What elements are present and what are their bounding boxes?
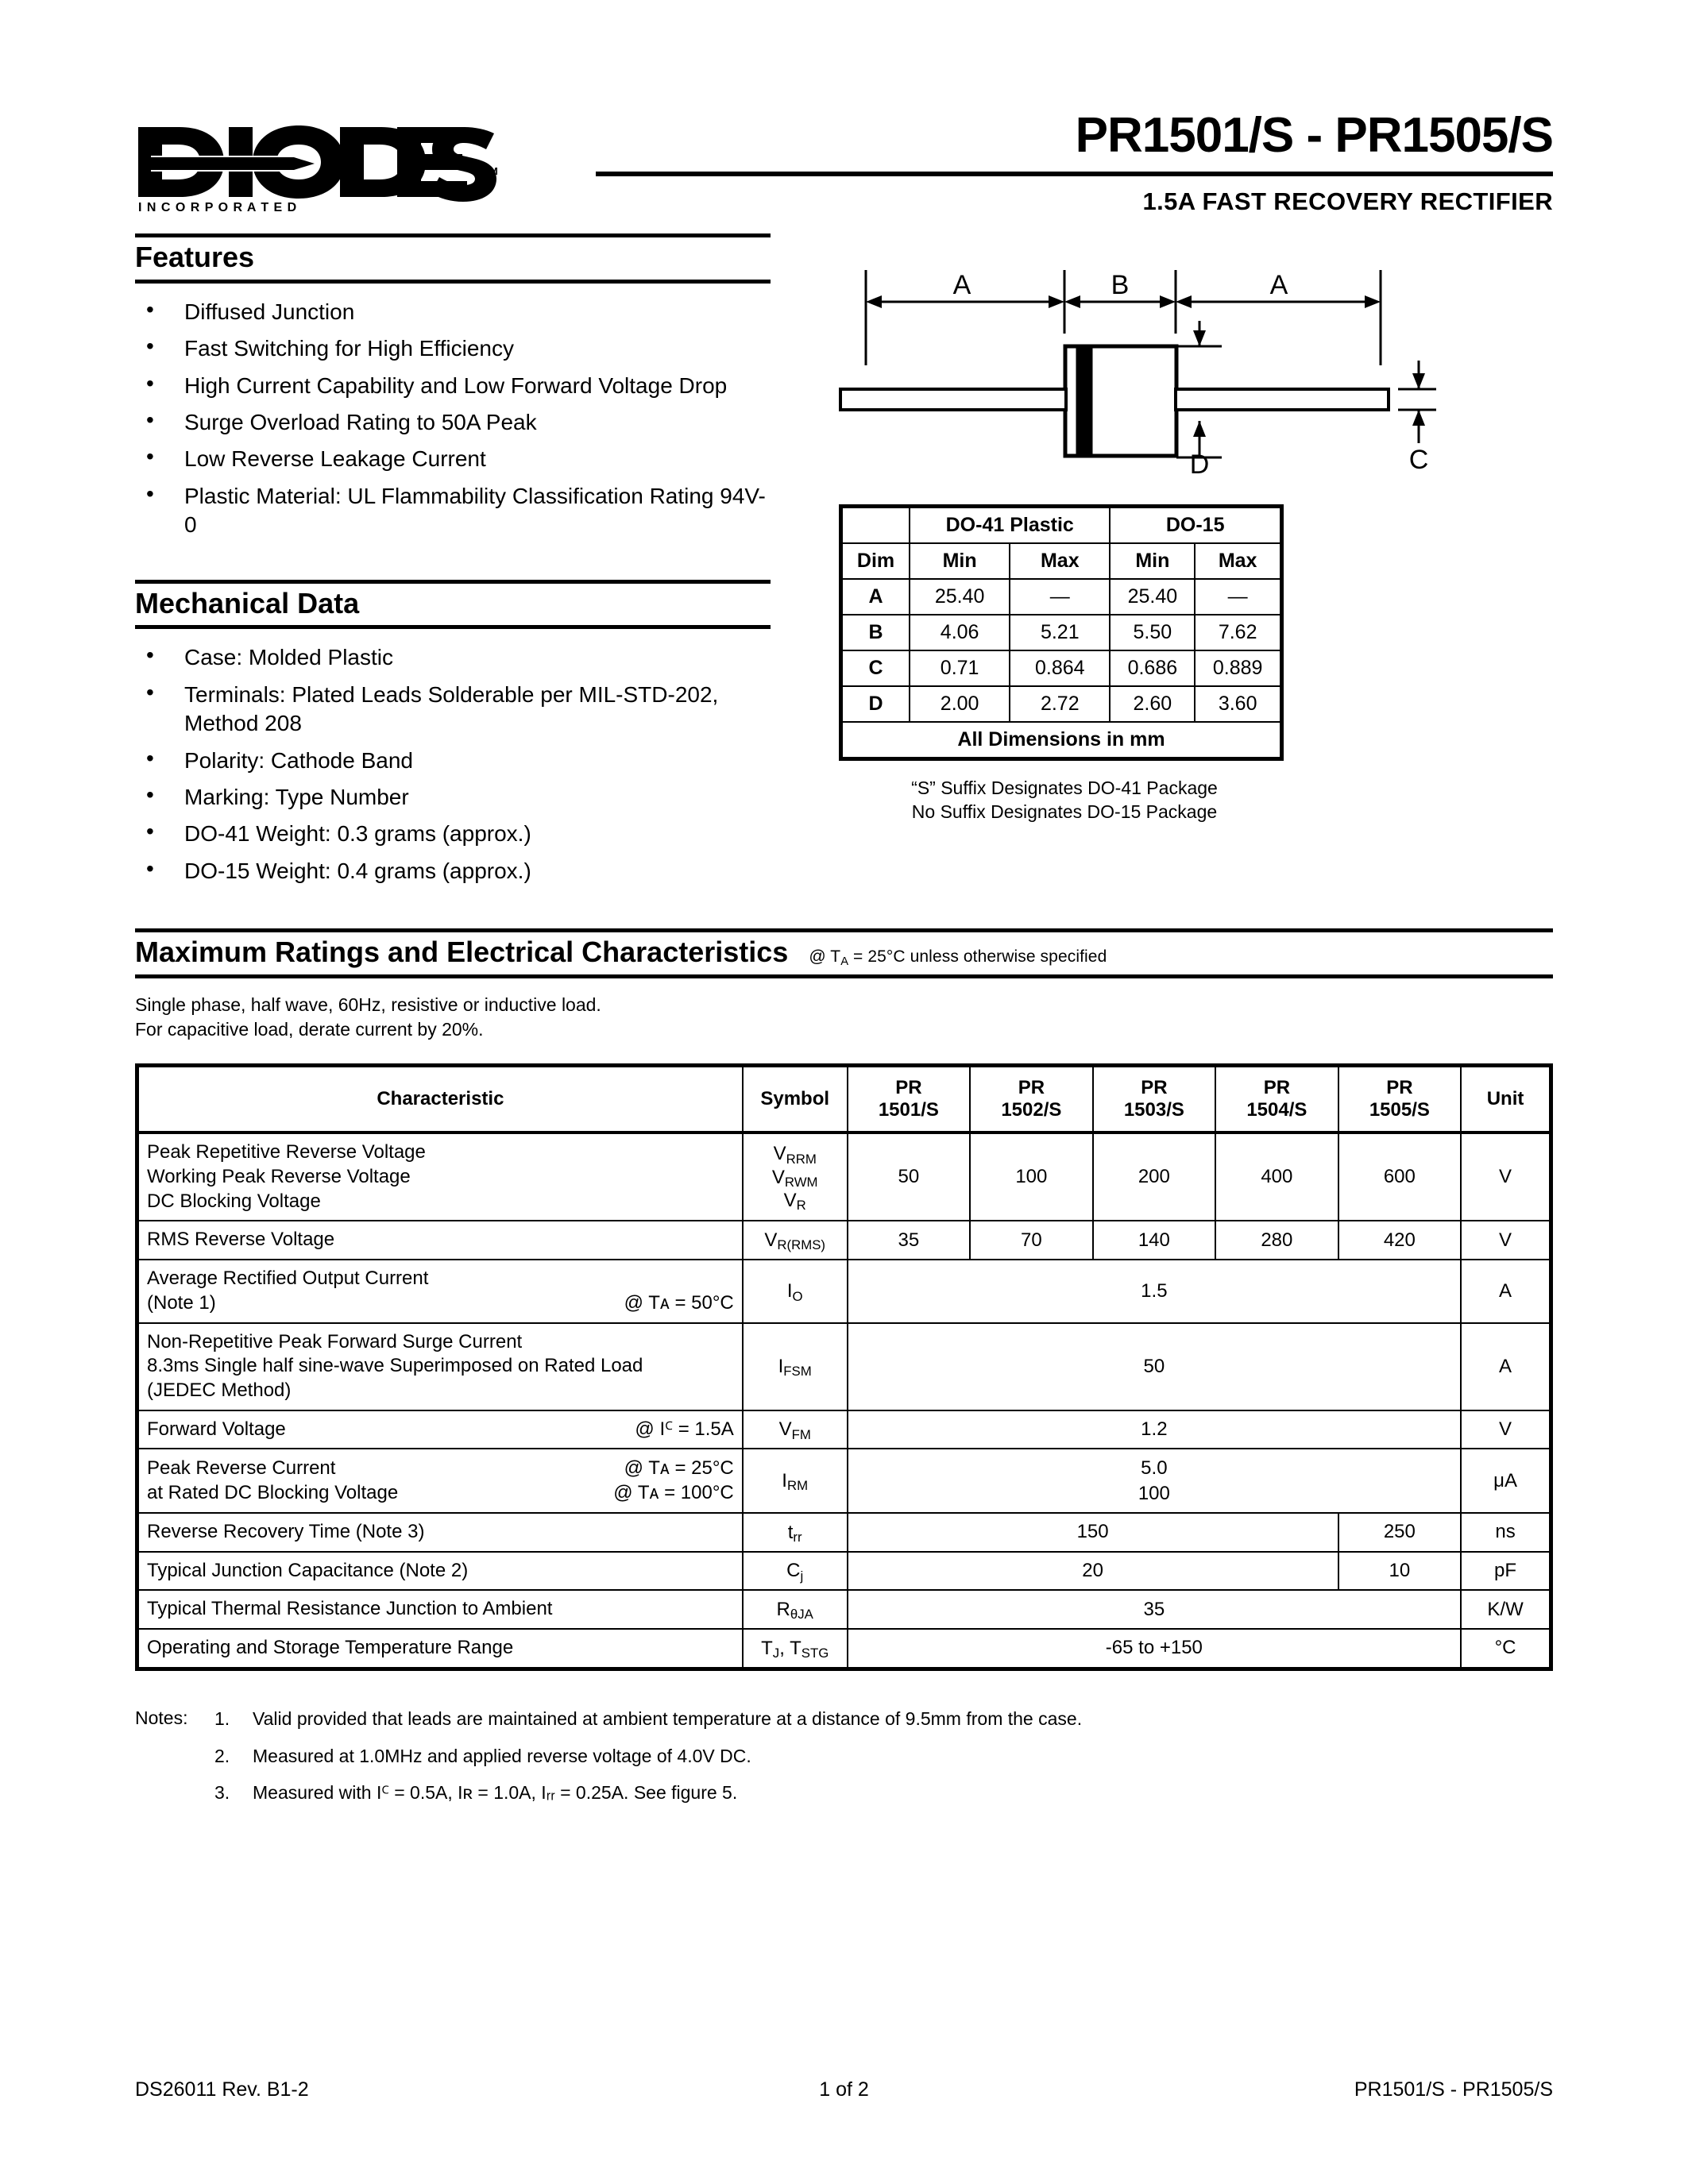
dim-group-do15: DO-15 — [1110, 507, 1281, 544]
row-characteristic: Operating and Storage Temperature Range — [137, 1629, 743, 1669]
row-unit: μA — [1461, 1449, 1551, 1512]
dim-cell: 4.06 — [910, 615, 1010, 650]
diodes-logo — [135, 111, 548, 216]
features-heading: Features — [135, 233, 771, 284]
list-item: • Surge Overload Rating to 50A Peak — [135, 408, 771, 437]
mechanical-data-list — [135, 643, 771, 886]
row-unit: pF — [1461, 1552, 1551, 1591]
dim-cell: 3.60 — [1195, 686, 1281, 722]
row-unit: V — [1461, 1133, 1551, 1221]
right-column — [771, 233, 1553, 893]
max-ratings-section — [135, 928, 1553, 1819]
dim-cell: 5.50 — [1110, 615, 1195, 650]
suffix-note-line-1: “S” Suffix Designates DO-41 Package — [911, 778, 1218, 798]
row-value: 420 — [1338, 1221, 1462, 1260]
note-number: 3. — [214, 1782, 230, 1804]
dim-cell: 2.60 — [1110, 686, 1195, 722]
row-unit: V — [1461, 1221, 1551, 1260]
dim-label-a-right: A — [1269, 270, 1288, 300]
row-value-last: 10 — [1338, 1552, 1462, 1591]
row-characteristic: Reverse Recovery Time (Note 3) — [137, 1513, 743, 1552]
notes-label: Notes: — [135, 1707, 188, 1728]
dim-col-min2: Min — [1110, 543, 1195, 579]
dim-cell: 25.40 — [910, 579, 1010, 615]
package-outline-drawing — [832, 245, 1553, 479]
col-pr1505s: PR 1505/S — [1338, 1065, 1462, 1133]
footer-document-id: DS26011 Rev. B1-2 — [135, 2078, 309, 2101]
row-value: 140 — [1093, 1221, 1216, 1260]
dim-group-do41: DO-41 Plastic — [910, 507, 1110, 544]
list-item: • DO-15 Weight: 0.4 grams (approx.) — [135, 857, 771, 886]
list-item: • High Current Capability and Low Forward Voltage Drop — [135, 372, 771, 400]
note-item — [214, 1707, 1553, 1731]
row-characteristic: Average Rectified Output Current (Note 1) @ Tᴀ = 50°C — [137, 1260, 743, 1322]
row-value: 50 — [848, 1133, 971, 1221]
footer-part-number: PR1501/S - PR1505/S — [1354, 2078, 1553, 2101]
row-value-span: 1.5 — [848, 1260, 1462, 1322]
table-row — [137, 1260, 1551, 1322]
dim-cell: 0.889 — [1195, 650, 1281, 686]
diode-package-diagram-icon — [832, 245, 1484, 475]
notes-list — [214, 1707, 1553, 1819]
page-subtitle: 1.5A FAST RECOVERY RECTIFIER — [1142, 187, 1553, 215]
row-value-span4: 20 — [848, 1552, 1338, 1591]
list-item: • DO-41 Weight: 0.3 grams (approx.) — [135, 820, 771, 848]
dim-cell: C — [841, 650, 910, 686]
features-list — [135, 298, 771, 540]
row-value-span: 1.2 — [848, 1410, 1462, 1449]
footer-page-number: 1 of 2 — [819, 2078, 869, 2101]
dim-col-min1: Min — [910, 543, 1010, 579]
table-row — [137, 1133, 1551, 1221]
row-symbol: $C_j$ — [743, 1552, 848, 1591]
row-value: 35 — [848, 1221, 971, 1260]
load-note-line-1: Single phase, half wave, 60Hz, resistive or inductive load. — [135, 994, 601, 1016]
table-row — [137, 1410, 1551, 1449]
title-divider — [596, 172, 1553, 176]
dim-group-blank — [841, 507, 910, 544]
row-unit: A — [1461, 1260, 1551, 1322]
page-title: PR1501/S - PR1505/S — [1075, 108, 1553, 163]
max-ratings-condition: @ $T_A = 25^\circ C$ unless otherwise specified — [809, 947, 1107, 969]
left-column — [135, 233, 771, 893]
note-number: 2. — [214, 1745, 230, 1766]
list-item: • Low Reverse Leakage Current — [135, 445, 771, 473]
dim-cell: D — [841, 686, 910, 722]
list-item: • Fast Switching for High Efficiency — [135, 334, 771, 363]
list-item: • Marking: Type Number — [135, 783, 771, 812]
row-value-span: -65 to +150 — [848, 1629, 1462, 1669]
page-header — [135, 0, 1553, 215]
dim-cell: A — [841, 579, 910, 615]
table-row — [841, 579, 1282, 615]
dim-col-dim: Dim — [841, 543, 910, 579]
col-pr1503s: PR 1503/S — [1093, 1065, 1216, 1133]
dim-cell: — — [1010, 579, 1110, 615]
row-value-span: 5.0 100 — [848, 1449, 1462, 1512]
list-item: • Terminals: Plated Leads Solderable per MIL-STD-202, Method 208 — [135, 681, 771, 739]
table-header-row — [137, 1065, 1551, 1133]
diodes-logo-icon — [135, 121, 500, 216]
logo-tm-label: TM — [483, 165, 498, 177]
row-symbol: $I_{FSM}$ — [743, 1323, 848, 1410]
dim-cell: 0.864 — [1010, 650, 1110, 686]
table-row — [841, 722, 1282, 759]
logo-incorporated-label: I N C O R P O R A T E D — [138, 201, 298, 214]
row-value: 280 — [1215, 1221, 1338, 1260]
list-item: • Polarity: Cathode Band — [135, 747, 771, 775]
col-symbol: Symbol — [743, 1065, 848, 1133]
dimension-table — [839, 504, 1284, 761]
note-text: Valid provided that leads are maintained at ambient temperature at a distance of 9.5mm from the case. — [253, 1707, 1083, 1729]
mechanical-data-heading: Mechanical Data — [135, 580, 771, 630]
table-row — [137, 1449, 1551, 1512]
row-symbol: $T_J$, $T_{STG}$ — [743, 1629, 848, 1669]
note-item — [214, 1745, 1553, 1769]
row-characteristic: RMS Reverse Voltage — [137, 1221, 743, 1260]
dim-cell: 25.40 — [1110, 579, 1195, 615]
dim-cell: 0.71 — [910, 650, 1010, 686]
row-characteristic: Peak Reverse Current @ Tᴀ = 25°C at Rated DC Blocking Voltage @ Tᴀ = 100°C — [137, 1449, 743, 1512]
row-unit: K/W — [1461, 1590, 1551, 1629]
row-value: 200 — [1093, 1133, 1216, 1221]
dim-table-footer: All Dimensions in mm — [841, 722, 1282, 759]
dim-cell: 5.21 — [1010, 615, 1110, 650]
list-item: • Case: Molded Plastic — [135, 643, 771, 672]
dim-col-max2: Max — [1195, 543, 1281, 579]
row-symbol: $V_{FM}$ — [743, 1410, 848, 1449]
dim-label-d: D — [1189, 450, 1210, 475]
row-characteristic: Peak Repetitive Reverse Voltage Working Peak Reverse Voltage DC Blocking Voltage — [137, 1133, 743, 1221]
dim-cell: — — [1195, 579, 1281, 615]
dimension-table-wrapper — [832, 504, 1553, 824]
suffix-note-line-2: No Suffix Designates DO-15 Package — [911, 801, 1218, 822]
table-row — [137, 1552, 1551, 1591]
row-value: 400 — [1215, 1133, 1338, 1221]
row-unit: ns — [1461, 1513, 1551, 1552]
table-row — [137, 1513, 1551, 1552]
dim-cell: 7.62 — [1195, 615, 1281, 650]
max-ratings-heading: Maximum Ratings and Electrical Characteristics — [135, 936, 789, 969]
row-symbol: $R_{\theta JA}$ — [743, 1590, 848, 1629]
row-symbol: $I_O$ — [743, 1260, 848, 1322]
row-unit: A — [1461, 1323, 1551, 1410]
row-value: 600 — [1338, 1133, 1462, 1221]
dim-cell: 2.00 — [910, 686, 1010, 722]
row-value-span: 35 — [848, 1590, 1462, 1629]
table-row — [841, 543, 1282, 579]
row-characteristic: Typical Thermal Resistance Junction to Ambient — [137, 1590, 743, 1629]
col-pr1504s: PR 1504/S — [1215, 1065, 1338, 1133]
load-note-line-2: For capacitive load, derate current by 20%. — [135, 1019, 484, 1040]
table-row — [841, 507, 1282, 544]
dim-col-max1: Max — [1010, 543, 1110, 579]
table-row — [137, 1590, 1551, 1629]
row-unit: V — [1461, 1410, 1551, 1449]
col-unit: Unit — [1461, 1065, 1551, 1133]
load-conditions-note — [135, 993, 1553, 1043]
table-row — [137, 1629, 1551, 1669]
table-row — [841, 615, 1282, 650]
dim-cell: B — [841, 615, 910, 650]
dim-label-b: B — [1111, 270, 1130, 300]
row-characteristic: Typical Junction Capacitance (Note 2) — [137, 1552, 743, 1591]
row-symbol: $V_{R(RMS)}$ — [743, 1221, 848, 1260]
row-characteristic: Non-Repetitive Peak Forward Surge Current 8.3ms Single half sine-wave Superimposed on Rated Load (JEDEC Method) — [137, 1323, 743, 1410]
table-row — [841, 650, 1282, 686]
col-pr1501s: PR 1501/S — [848, 1065, 971, 1133]
col-pr1502s: PR 1502/S — [970, 1065, 1093, 1133]
list-item: • Diffused Junction — [135, 298, 771, 326]
electrical-characteristics-table — [135, 1063, 1553, 1671]
row-value-last: 250 — [1338, 1513, 1462, 1552]
row-symbol: $V_{RRM}$ $V_{RWM}$ $V_R$ — [743, 1133, 848, 1221]
dim-cell: 0.686 — [1110, 650, 1195, 686]
row-value: 100 — [970, 1133, 1093, 1221]
note-number: 1. — [214, 1707, 230, 1729]
table-row — [137, 1221, 1551, 1260]
row-value-span4: 150 — [848, 1513, 1338, 1552]
title-block — [548, 108, 1553, 216]
row-value-span: 50 — [848, 1323, 1462, 1410]
max-ratings-heading-bar — [135, 928, 1553, 978]
note-text: Measured with Iꟲ = 0.5A, Iʀ = 1.0A, Iᵣᵣ = 0.25A. See figure 5. — [253, 1782, 738, 1804]
row-value: 70 — [970, 1221, 1093, 1260]
suffix-note — [839, 777, 1284, 824]
page-footer — [135, 2078, 1553, 2101]
table-row — [137, 1323, 1551, 1410]
row-unit: °C — [1461, 1629, 1551, 1669]
row-characteristic: Forward Voltage @ Iꟲ = 1.5A — [137, 1410, 743, 1449]
table-row — [841, 686, 1282, 722]
dim-label-a-left: A — [952, 270, 971, 300]
note-text: Measured at 1.0MHz and applied reverse voltage of 4.0V DC. — [253, 1745, 751, 1766]
dim-cell: 2.72 — [1010, 686, 1110, 722]
dim-label-c: C — [1408, 445, 1429, 475]
col-characteristic: Characteristic — [137, 1065, 743, 1133]
list-item: • Plastic Material: UL Flammability Classification Rating 94V-0 — [135, 482, 771, 540]
body-columns — [135, 233, 1553, 893]
note-item — [214, 1781, 1553, 1805]
row-symbol: $I_{RM}$ — [743, 1449, 848, 1512]
row-symbol: $t_{rr}$ — [743, 1513, 848, 1552]
notes-section — [135, 1707, 1553, 1819]
